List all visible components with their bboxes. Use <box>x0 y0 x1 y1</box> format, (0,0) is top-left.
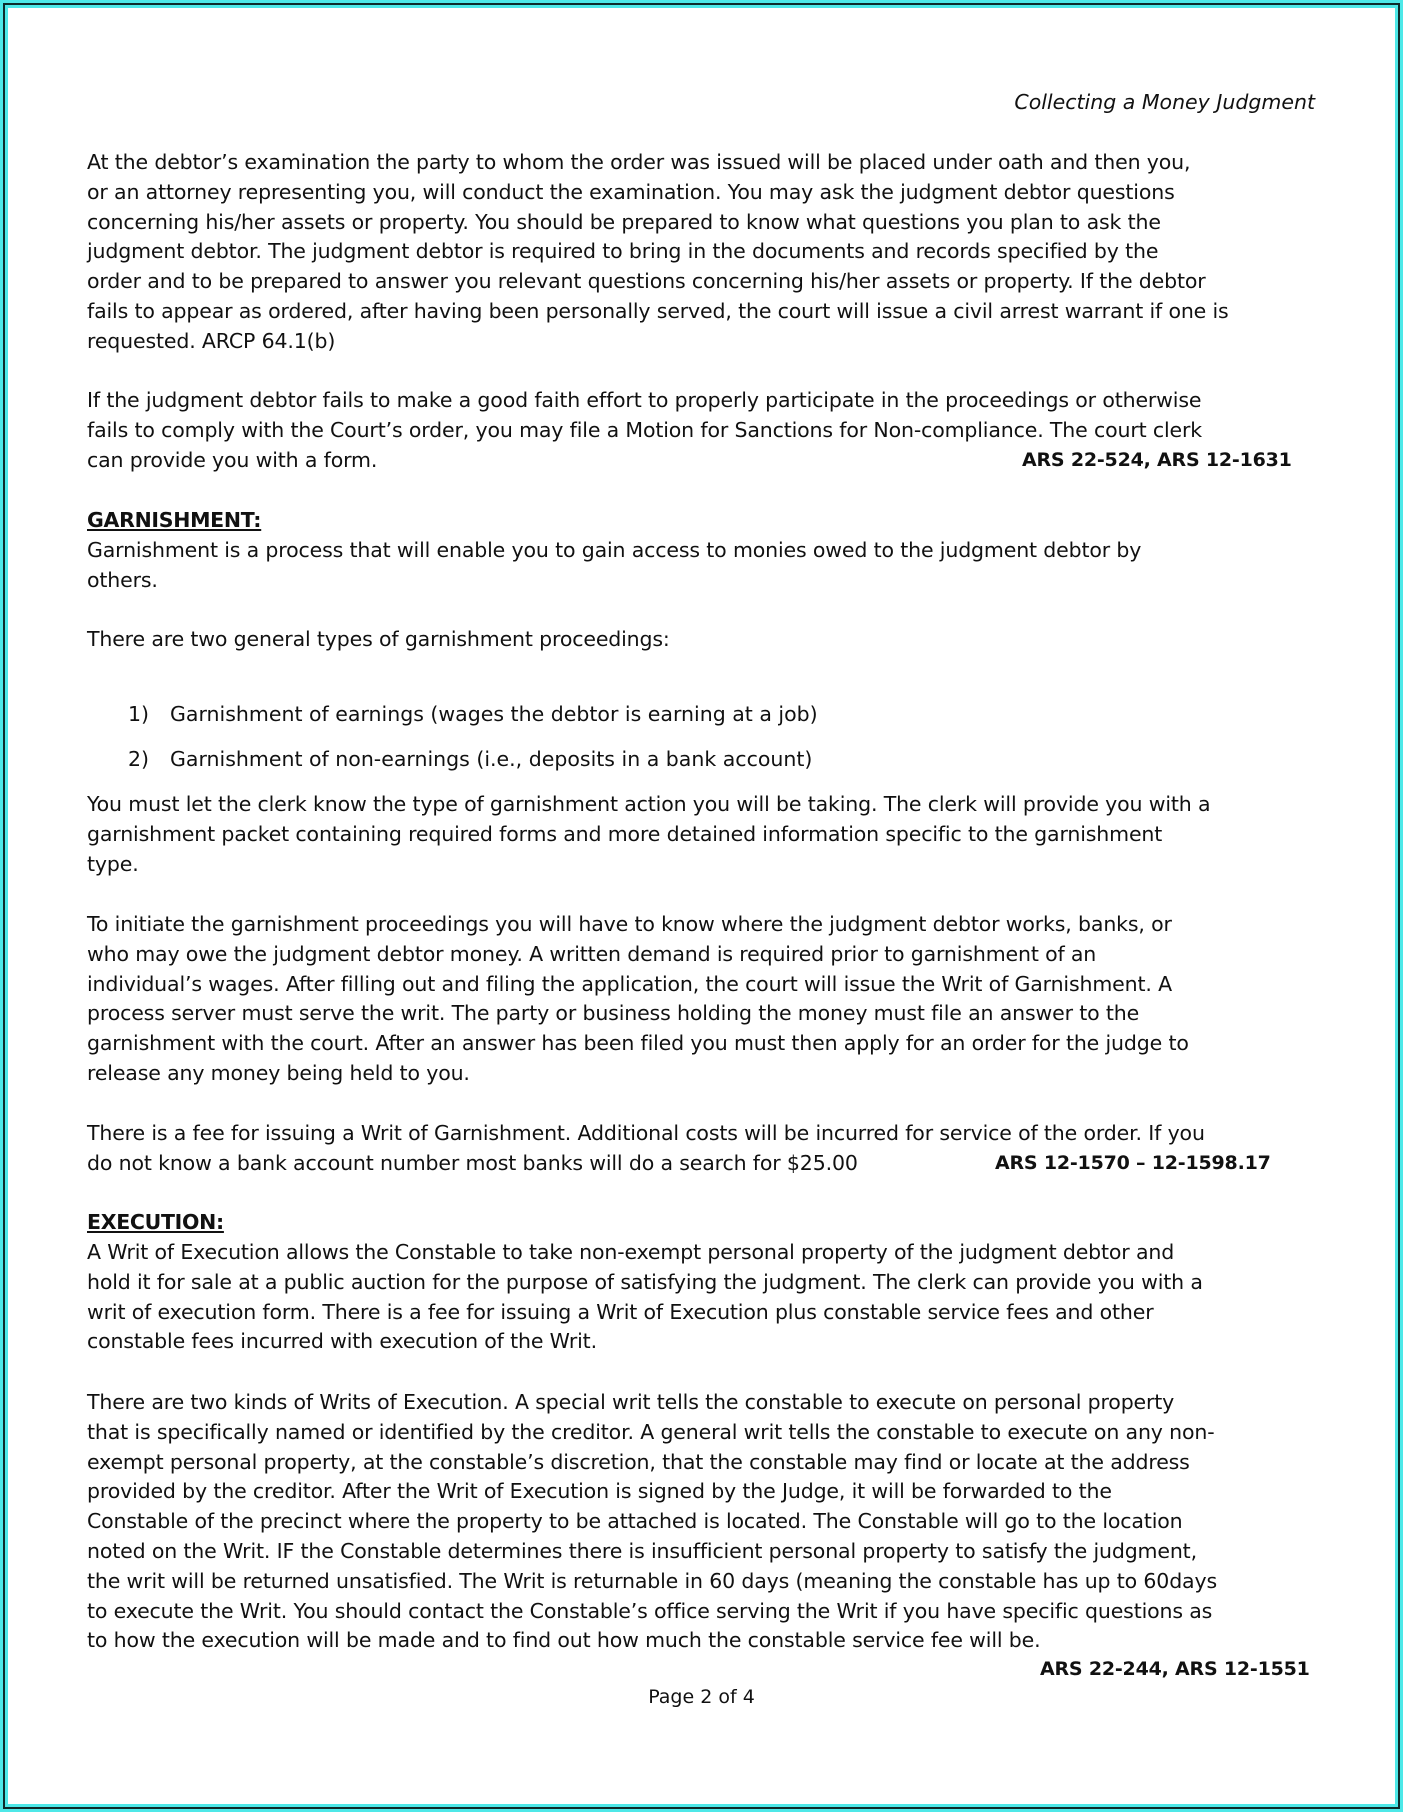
text-line: the writ will be returned unsatisfied. The Writ is returnable in 60 days (meaning the constable has up to 60days <box>87 1568 1217 1593</box>
paragraph-garnishment-initiate <box>87 910 1327 1089</box>
text-line: If the judgment debtor fails to make a good faith effort to properly participate in the proceedings or otherwise <box>87 388 1202 412</box>
text-line: order and to be prepared to answer you relevant questions concerning his/her assets or property. If the debtor <box>87 269 1206 294</box>
text-line: To initiate the garnishment proceedings you will have to know where the judgment debtor works, banks, or <box>87 912 1172 936</box>
text-line: fails to comply with the Court’s order, you may file a Motion for Sanctions for Non-compliance. The court clerk <box>87 417 1202 442</box>
text-line: requested. ARCP 64.1(b) <box>87 328 336 353</box>
text-line: can provide you with a form. <box>87 447 378 472</box>
text-line: provided by the creditor. After the Writ of Execution is signed by the Judge, it will be forwarded to the <box>87 1479 1112 1504</box>
paragraph-garnishment-types-intro <box>87 625 1327 655</box>
list-number: 2) <box>128 747 150 771</box>
text-line: do not know a bank account number most banks will do a search for $25.00 <box>87 1150 858 1175</box>
statute-citation: ARS 12-1570 – 12-1598.17 <box>995 1152 1271 1174</box>
section-heading-execution: EXECUTION: <box>87 1210 224 1234</box>
text-line: You must let the clerk know the type of garnishment action you will be taking. The clerk will provide you with a <box>87 792 1211 816</box>
text-line: garnishment with the court. After an answer has been filed you must then apply for an order for the judge to <box>87 1031 1189 1056</box>
running-header: Collecting a Money Judgment <box>1014 90 1315 114</box>
list-item-text: Garnishment of non-earnings (i.e., deposits in a bank account) <box>170 747 813 771</box>
statute-citation: ARS 22-524, ARS 12-1631 <box>1022 449 1292 471</box>
list-item <box>128 700 818 730</box>
statute-citation: ARS 22-244, ARS 12-1551 <box>1040 1658 1310 1680</box>
page-number: Page 2 of 4 <box>648 1686 755 1708</box>
paragraph-execution-intro <box>87 1238 1327 1357</box>
paragraph-garnishment-clerk <box>87 790 1327 879</box>
text-line: constable fees incurred with execution of the Writ. <box>87 1329 597 1354</box>
list-item-text: Garnishment of earnings (wages the debtor is earning at a job) <box>170 702 818 726</box>
list-item <box>128 745 812 775</box>
text-line: or an attorney representing you, will conduct the examination. You may ask the judgment debtor questions <box>87 179 1175 204</box>
text-line: garnishment packet containing required forms and more detained information specific to the garnishment <box>87 821 1163 846</box>
text-line: concerning his/her assets or property. You should be prepared to know what questions you plan to ask the <box>87 209 1161 234</box>
text-line: There is a fee for issuing a Writ of Garnishment. Additional costs will be incurred for service of the order. If you <box>87 1121 1205 1145</box>
text-line: others. <box>87 567 158 592</box>
text-line: that is specifically named or identified by the creditor. A general writ tells the constable to execute on any non- <box>87 1419 1215 1444</box>
section-heading-garnishment: GARNISHMENT: <box>87 508 262 532</box>
text-line: to how the execution will be made and to find out how much the constable service fee will be. <box>87 1628 1041 1653</box>
text-line: fails to appear as ordered, after having been personally served, the court will issue a civil arrest warrant if one is <box>87 298 1229 323</box>
text-line: process server must serve the writ. The party or business holding the money must file an answer to the <box>87 1001 1140 1026</box>
paragraph-debtor-examination <box>87 148 1327 357</box>
text-line: writ of execution form. There is a fee for issuing a Writ of Execution plus constable service fees and other <box>87 1299 1154 1324</box>
text-line: judgment debtor. The judgment debtor is required to bring in the documents and records specified by the <box>87 239 1159 264</box>
text-line: There are two general types of garnishment proceedings: <box>87 627 670 651</box>
text-line: type. <box>87 851 139 876</box>
text-line: At the debtor’s examination the party to whom the order was issued will be placed under oath and then you, <box>87 150 1191 174</box>
text-line: exempt personal property, at the constable’s discretion, that the constable may find or locate at the address <box>87 1449 1190 1474</box>
paragraph-execution-kinds <box>87 1388 1327 1656</box>
text-line: hold it for sale at a public auction for the purpose of satisfying the judgment. The clerk can provide you with a <box>87 1269 1203 1294</box>
text-line: Constable of the precinct where the property to be attached is located. The Constable will go to the location <box>87 1509 1183 1534</box>
text-line: release any money being held to you. <box>87 1060 470 1085</box>
text-line: who may owe the judgment debtor money. A written demand is required prior to garnishment of an <box>87 941 1097 966</box>
text-line: Garnishment is a process that will enable you to gain access to monies owed to the judgment debtor by <box>87 538 1142 562</box>
list-number: 1) <box>128 702 150 726</box>
text-line: individual’s wages. After filling out and filing the application, the court will issue the Writ of Garnishment. A <box>87 971 1172 996</box>
text-line: There are two kinds of Writs of Execution. A special writ tells the constable to execute on personal property <box>87 1390 1175 1414</box>
text-line: noted on the Writ. IF the Constable determines there is insufficient personal property to satisfy the judgment, <box>87 1538 1197 1563</box>
text-line: A Writ of Execution allows the Constable to take non-exempt personal property of the judgment debtor and <box>87 1240 1175 1264</box>
paragraph-garnishment-intro <box>87 536 1327 596</box>
text-line: to execute the Writ. You should contact the Constable’s office serving the Writ if you have specific questions as <box>87 1598 1213 1623</box>
